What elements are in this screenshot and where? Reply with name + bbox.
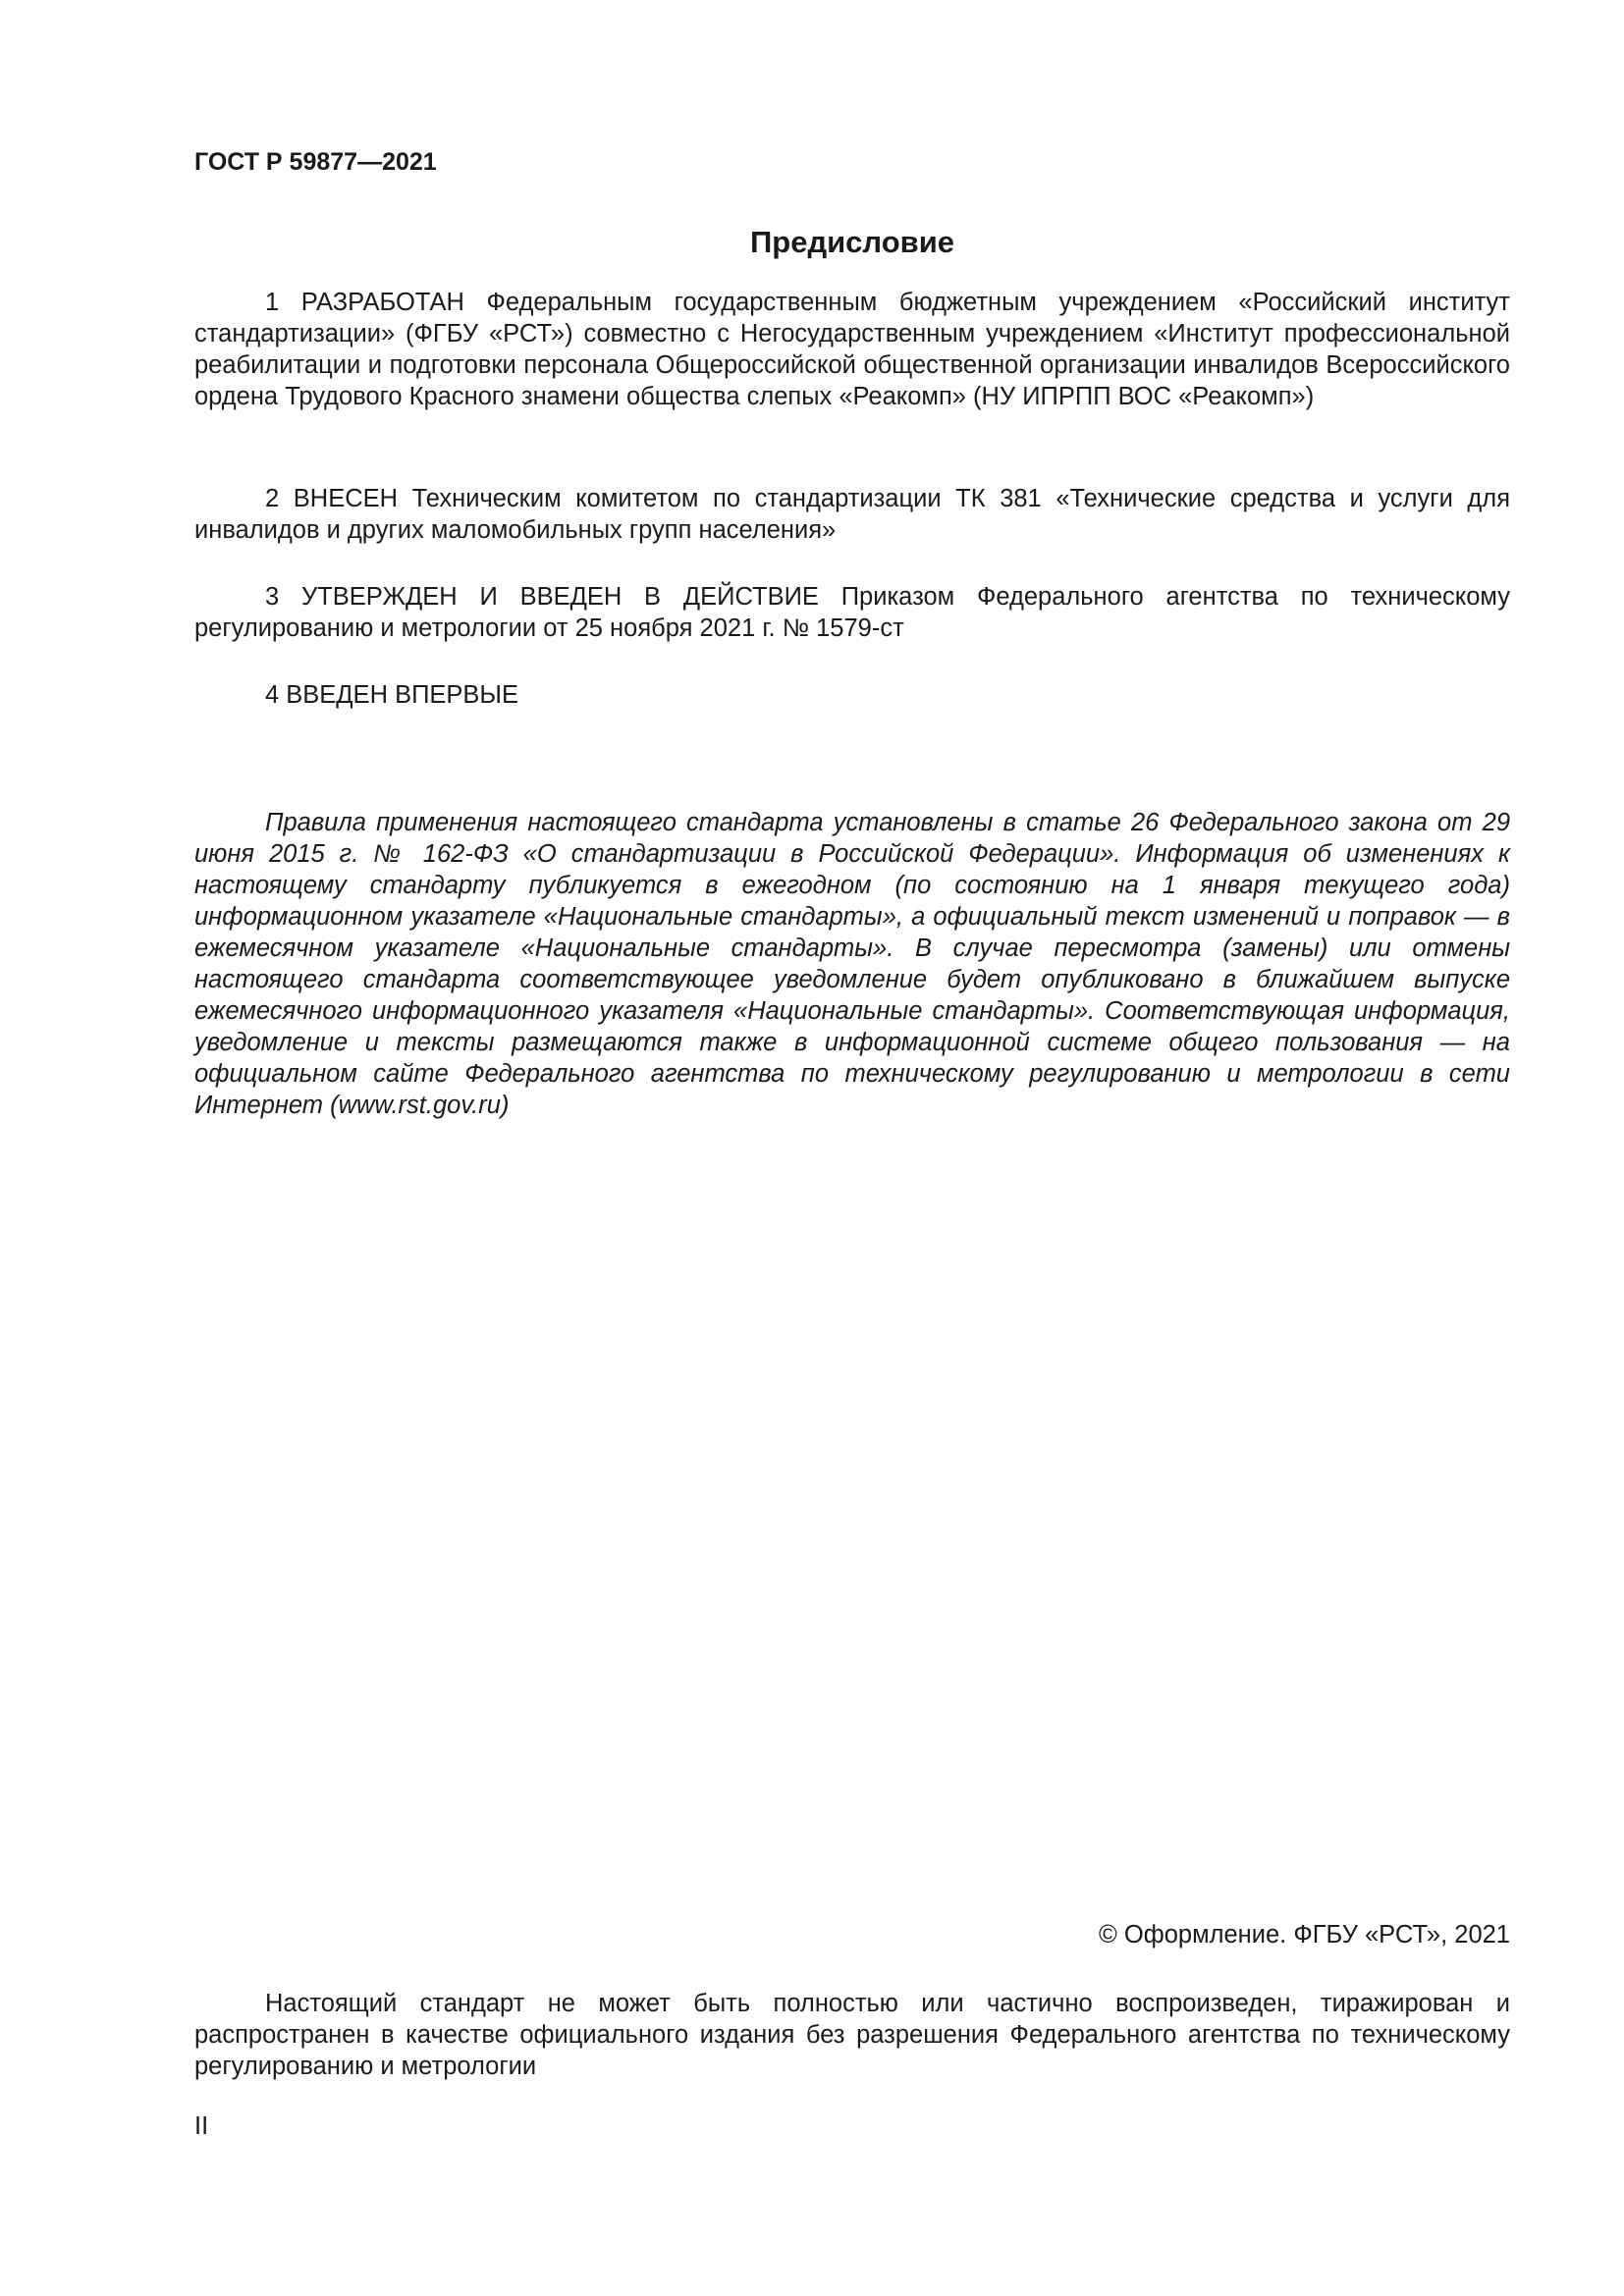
preface-clause-developed: 1 РАЗРАБОТАН Федеральным государственным бюджетным учреждением «Российский институт стандартизации» (ФГБУ «РСТ») совместно с Негосударственным учреждением «Институт профессиональной реабилитации и подготовки персонала Общероссийской общественной организации инвалидов Всероссийского ордена Трудового Красного знамени общества слепых «Реакомп» (НУ ИПРПП ВОС «Реакомп») xyxy=(194,289,1510,410)
document-code: ГОСТ Р 59877—2021 xyxy=(194,148,437,176)
preface-clause-submitted: 2 ВНЕСЕН Техническим комитетом по стандартизации ТК 381 «Технические средства и услуги для инвалидов и других маломобильных групп населения» xyxy=(194,485,1510,544)
copyright-notice: © Оформление. ФГБУ «РСТ», 2021 xyxy=(1099,1921,1510,1949)
preface-clause-approved: 3 УТВЕРЖДЕН И ВВЕДЕН В ДЕЙСТВИЕ Приказом Федерального агентства по техническому регулированию и метрологии от 25 ноября 2021 г. № 1579-ст xyxy=(194,583,1510,642)
reproduction-notice: Настоящий стандарт не может быть полностью или частично воспроизведен, тиражирован и распространен в качестве официального издания без разрешения Федерального агентства по техническому регулированию и метрологии xyxy=(194,1990,1510,2080)
preface-title: Предисловие xyxy=(749,225,954,259)
preface-clause-introduced: 4 ВВЕДЕН ВПЕРВЫЕ xyxy=(265,681,519,709)
application-rules-note: Правила применения настоящего стандарта установлены в статье 26 Федерального закона от 29 июня 2015 г. № 162-ФЗ «О стандартизации в Российской Федерации». Информация об изменениях к настоящему стандарту публикуется в ежегодном (по состоянию на 1 января текущего года) информационном указателе «Национальные стандарты», а официальный текст изменений и поправок — в ежемесячном указателе «Национальные стандарты». В случае пересмотра (замены) или отмены настоящего стандарта соответствующее уведомление будет опубликовано в ближайшем выпуске ежемесячного информационного указателя «Национальные стандарты». Соответствующая информация, уведомление и тексты размещаются также в информационной системе общего пользования — на официальном сайте Федерального агентства по техническому регулированию и метрологии в сети Интернет (www.rst.gov.ru) xyxy=(194,809,1510,1119)
page-number: II xyxy=(194,2112,209,2140)
